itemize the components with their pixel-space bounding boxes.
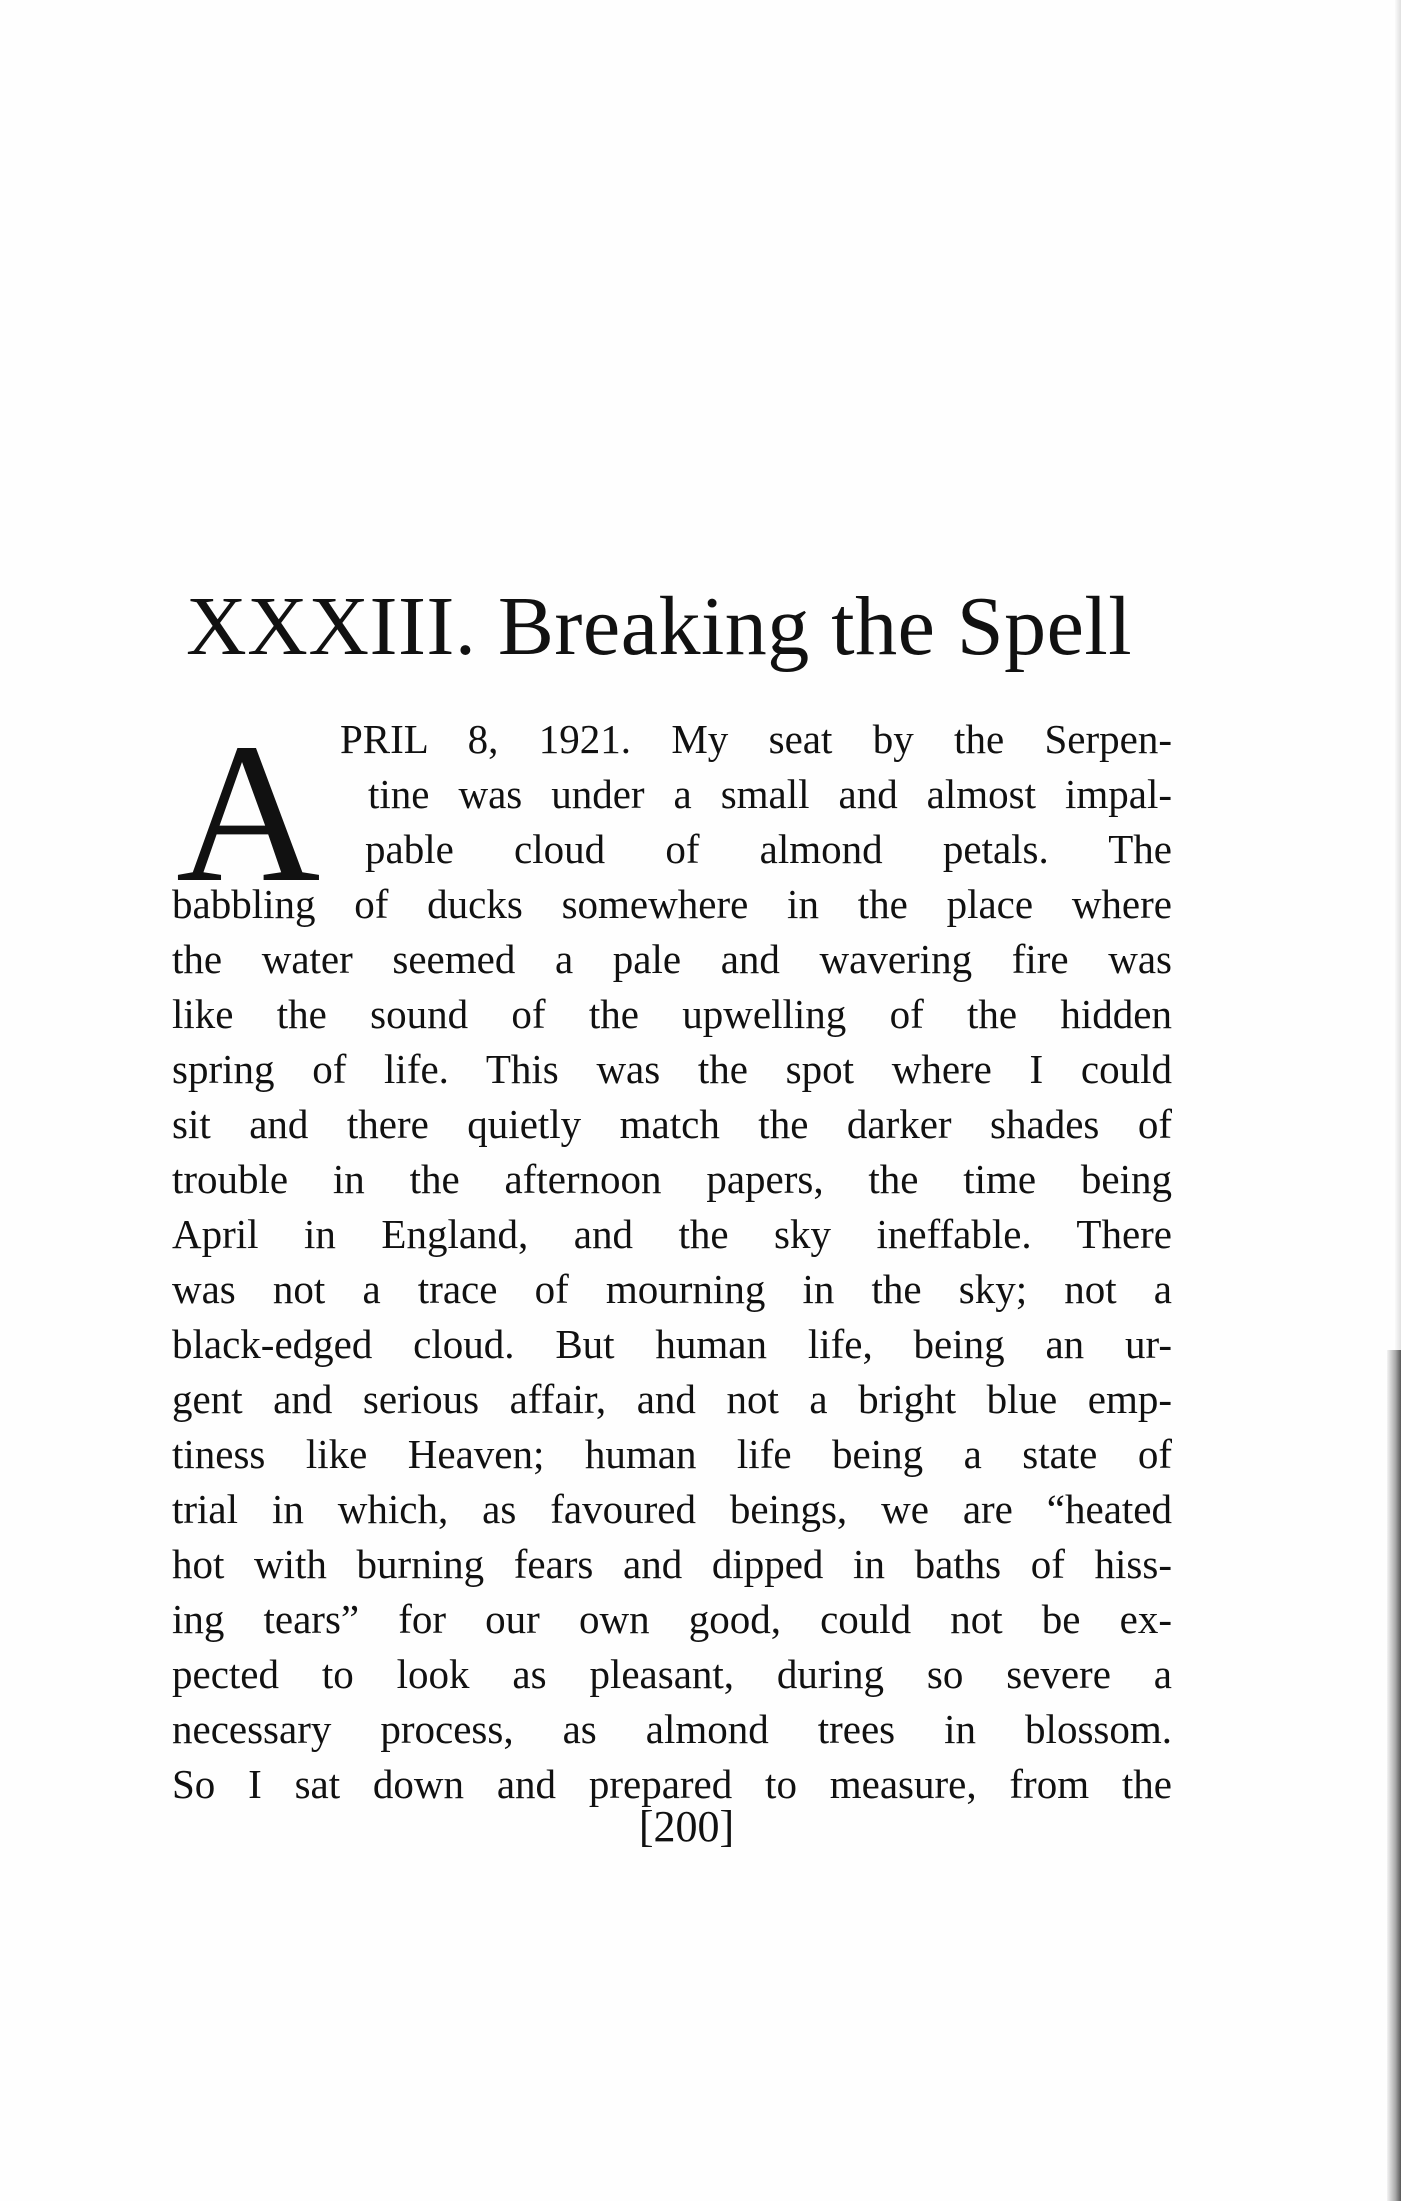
text-line: PRIL 8, 1921. My seat by the Serpen- — [340, 716, 1172, 762]
text-line: tiness like Heaven; human life being a state of — [172, 1431, 1172, 1477]
text-line: trial in which, as favoured beings, we are “heated — [172, 1486, 1172, 1532]
text-line: hot with burning fears and dipped in baths of hiss- — [172, 1541, 1172, 1587]
text-line: So I sat down and prepared to measure, from the — [172, 1761, 1172, 1807]
text-line: the water seemed a pale and wavering fire was — [172, 936, 1172, 982]
text-line: tine was under a small and almost impal- — [368, 771, 1172, 817]
text-line: like the sound of the upwelling of the hidden — [172, 991, 1172, 1037]
page-edge-binding — [1387, 1350, 1401, 2201]
text-line: April in England, and the sky ineffable. There — [172, 1211, 1172, 1257]
text-line: black-edged cloud. But human life, being an ur- — [172, 1321, 1172, 1367]
text-line: pected to look as pleasant, during so severe a — [172, 1651, 1172, 1697]
text-line: pable cloud of almond petals. The — [365, 826, 1172, 872]
page-edge-shadow — [1395, 0, 1401, 1350]
body-text — [172, 703, 1172, 1812]
drop-cap: A — [176, 703, 321, 924]
chapter-title: XXXIII. Breaking the Spell — [186, 580, 1133, 673]
text-line: trouble in the afternoon papers, the time being — [172, 1156, 1172, 1202]
text-line: gent and serious affair, and not a bright blue emp- — [172, 1376, 1172, 1422]
text-line: sit and there quietly match the darker shades of — [172, 1101, 1172, 1147]
text-line: was not a trace of mourning in the sky; not a — [172, 1266, 1172, 1312]
text-line: babbling of ducks somewhere in the place where — [172, 881, 1172, 927]
text-line: ing tears” for our own good, could not be ex- — [172, 1596, 1172, 1642]
text-line: spring of life. This was the spot where I could — [172, 1046, 1172, 1092]
page-number: [200] — [638, 1802, 735, 1851]
text-line: necessary process, as almond trees in blossom. — [172, 1706, 1172, 1752]
